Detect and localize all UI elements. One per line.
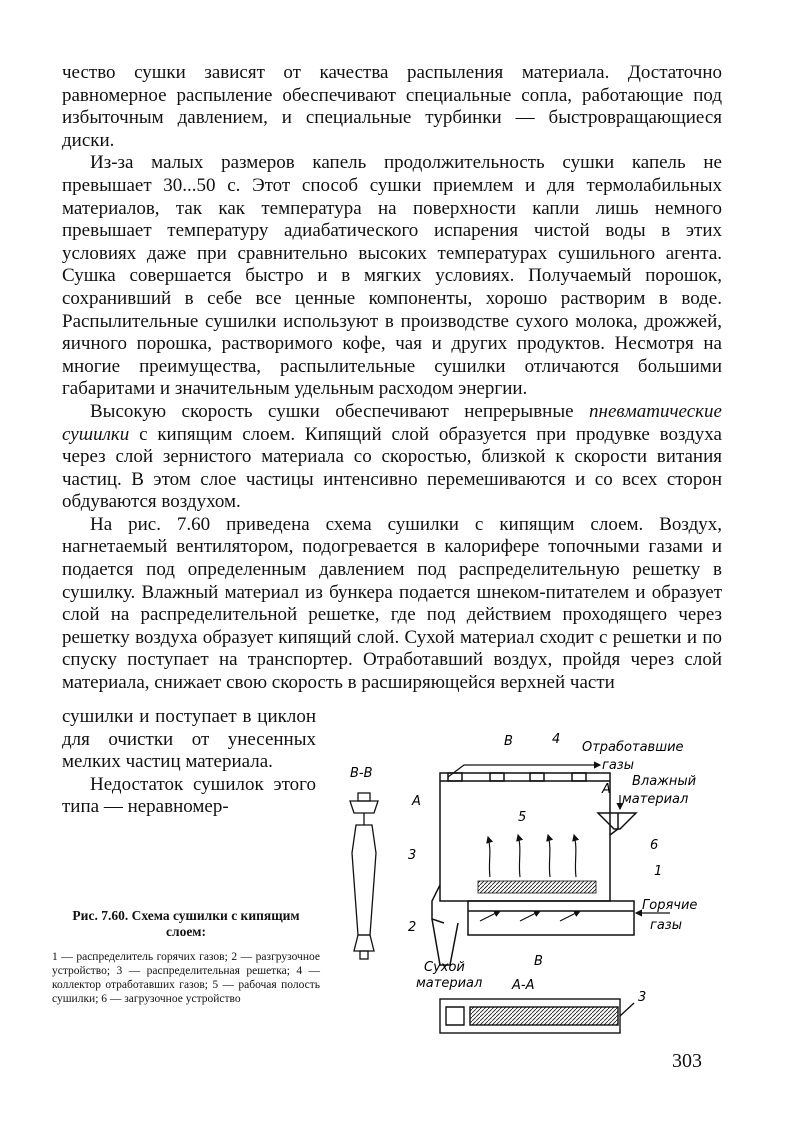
distribution-grid <box>478 881 596 893</box>
section-aa-label: А-А <box>512 978 535 993</box>
letter-b-top: В <box>504 734 513 749</box>
section-bb-label: В-В <box>350 766 373 781</box>
italic-term: пневматические сушилки <box>62 400 722 445</box>
dry-material-label-2: материал <box>416 976 483 991</box>
letter-a-right: А <box>602 782 611 797</box>
exhaust-label: Отработавшие <box>582 740 684 755</box>
paragraph-1: чество сушки зависят от качества распыления материала. Достаточно равномерное распыление обеспечивают специальные сопла, работающие под избыточным давлением, и специальные турбинки — быстровращающиеся диски. <box>62 62 722 151</box>
caption-title: Рис. 7.60. Схема сушилки с кипящим слоем: <box>72 908 300 939</box>
dryer-body <box>432 773 636 965</box>
side-text <box>62 706 316 819</box>
cyclone <box>350 793 378 959</box>
dry-material-label: Сухой <box>424 960 465 975</box>
page-number: 303 <box>672 1050 702 1072</box>
label-5: 5 <box>518 810 527 825</box>
label-6: 6 <box>650 838 659 853</box>
paragraph-2: Из-за малых размеров капель продолжительность сушки капель не превышает 30...50 с. Этот способ сушки приемлем и для термолабильных материалов, так как температура на поверхности капли лишь немного превышает температуру адиабатического испарения чистой воды в этих условиях даже при сравнительно высоких температурах сушильного агента. Сушка совершается быстро и в мягких условиях. Получаемый порошок, сохранивший в себе все ценные компоненты, хорошо растворим в воде. Распылительные сушилки используют в производстве сухого молока, дрожжей, яичного порошка, растворимого кофе, чая и других продуктов. Несмотря на многие преимущества, распылительные сушилки отличаются большими габаритами и значительным удельным расходом энергии. <box>62 152 722 400</box>
paragraph-4-continued: сушилки и поступает в циклон для очистки от унесенных мелких частиц материала. <box>62 706 316 773</box>
section-aa-view <box>440 999 634 1033</box>
letter-a-left: А <box>412 794 421 809</box>
dryer-diagram <box>320 725 720 1045</box>
figure-caption <box>52 908 320 1006</box>
label-1: 1 <box>654 864 663 879</box>
label-3: 3 <box>408 848 417 863</box>
letter-b-bottom: В <box>534 954 543 969</box>
hot-gases-label: Горячие <box>642 898 698 913</box>
main-text <box>62 62 722 695</box>
wet-material-label: Влажный <box>632 774 697 789</box>
hot-gases-label-2: газы <box>650 918 682 933</box>
paragraph-3 <box>62 401 722 514</box>
paragraph-4: На рис. 7.60 приведена схема сушилки с кипящим слоем. Воздух, нагнетаемый вентилятором, подогревается в калорифере топочными газами и подается под определенным давлением под распределительную решетку в сушилку. Влажный материал из бункера подается шнеком-питателем и образует слой на распределительной решетке, где под действием проходящего через решетку воздуха образует кипящий слой. Сухой материал сходит с решетки и по спуску поступает на транспортер. Отработавший воздух, пройдя через слой материала, снижает свою скорость в расширяющейся верхней части <box>62 513 722 694</box>
paragraph-5: Недостаток сушилок этого типа — неравномер- <box>62 773 316 818</box>
label-3b: 3 <box>638 990 647 1005</box>
label-4: 4 <box>552 732 561 747</box>
label-2: 2 <box>408 920 417 935</box>
wet-material-label-2: материал <box>622 792 689 807</box>
paragraph-3-start: Высокую скорость сушки обеспечивают непрерывные <box>90 400 590 422</box>
exhaust-label-2: газы <box>602 758 634 773</box>
caption-legend: 1 — распределитель горячих газов; 2 — разгрузочное устройство; 3 — распределительная решетка; 4 — коллектор отработавших газов; 5 — рабочая полость сушилки; 6 — загрузочное устройство <box>52 951 320 1005</box>
paragraph-3-end: с кипящим слоем. Кипящий слой образуется при продувке воздуха через слой зернистого материала со скоростью, близкой к скорости витания частиц. В этом слое частицы интенсивно перемешиваются и со всех сторон обдуваются воздухом. <box>62 423 722 513</box>
